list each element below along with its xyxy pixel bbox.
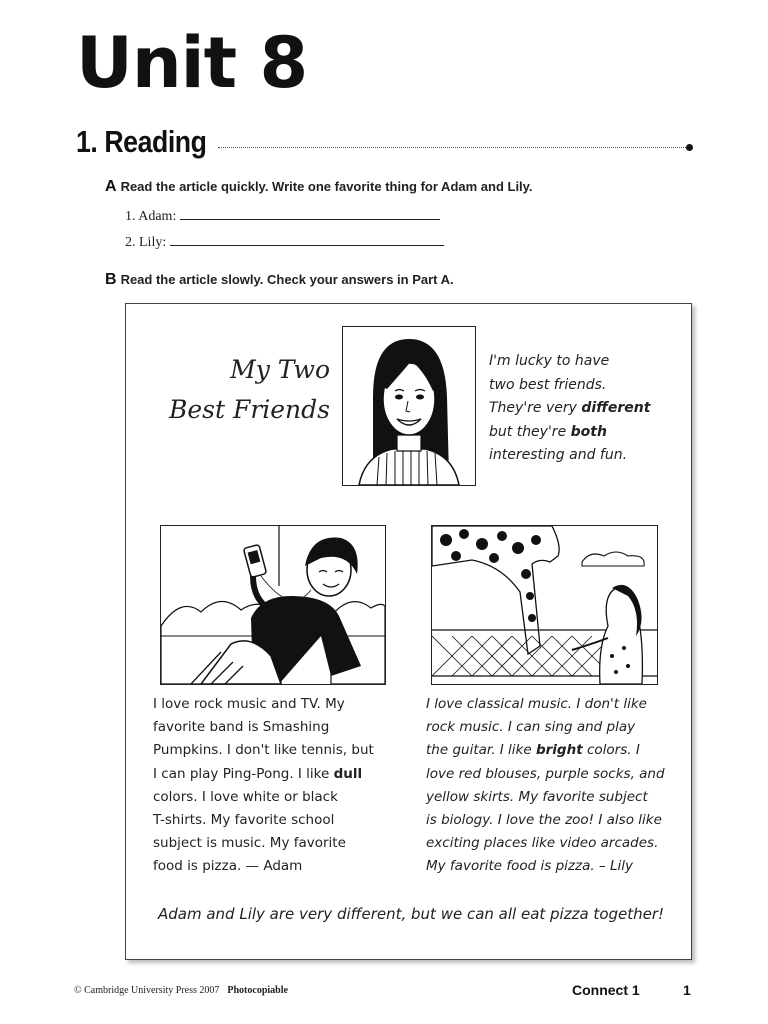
part-b-letter: B (105, 271, 117, 288)
adam-line: subject is music. My favorite (153, 835, 346, 852)
intro-line (489, 421, 689, 445)
intro-line: I'm lucky to have (489, 353, 610, 369)
adam-bold-word: dull (333, 765, 363, 782)
adam-line: food is pizza. — Adam (153, 858, 303, 875)
lily-line: is biology. I love the zoo! I also like (426, 812, 662, 829)
intro-text (489, 350, 689, 468)
footer-page-number: 1 (683, 982, 691, 998)
answer-lily-label: 2. Lily: (125, 235, 167, 250)
adam-illustration (160, 525, 386, 685)
article-title-line-1: My Two (230, 355, 330, 384)
intro-line: interesting and fun. (489, 447, 628, 463)
footer-copyright (74, 985, 288, 996)
part-a-letter: A (105, 178, 117, 195)
answer-lily (125, 233, 444, 251)
intro-bold-word: both (570, 423, 607, 440)
intro-text-run: They're very (489, 400, 582, 416)
article-title (160, 350, 330, 430)
photocopiable-label: Photocopiable (227, 985, 288, 996)
lily-line: My favorite food is pizza. – Lily (426, 858, 634, 875)
lily-line: I love classical music. I don't like (426, 696, 647, 712)
lily-line: rock music. I can sing and play (426, 719, 636, 736)
adam-line: Pumpkins. I don't like tennis, but (153, 742, 374, 759)
answer-adam (125, 207, 440, 225)
intro-text-run: but they're (489, 423, 571, 440)
adam-paragraph (153, 693, 403, 879)
lily-paragraph (426, 693, 676, 879)
part-b-instruction (105, 271, 454, 289)
answer-lily-blank[interactable] (170, 233, 444, 246)
lily-illustration (431, 525, 658, 685)
lily-line (426, 739, 676, 762)
intro-line: two best friends. (489, 376, 607, 393)
adam-text-run: I can play Ping-Pong. I like (153, 765, 334, 782)
section-rule-end-dot (686, 144, 693, 151)
lily-line: love red blouses, purple socks, and (426, 765, 665, 782)
section-title: 1. Reading (76, 124, 207, 159)
part-a-text: Read the article quickly. Write one favorite thing for Adam and Lily. (120, 179, 533, 194)
adam-line (153, 763, 403, 786)
copyright-text: © Cambridge University Press 2007 (74, 985, 220, 996)
closing-sentence: Adam and Lily are very different, but we can all eat pizza together! (158, 905, 665, 923)
lily-line: exciting places like video arcades. (426, 835, 659, 852)
narrator-portrait (342, 326, 476, 486)
adam-line: I love rock music and TV. My (153, 696, 345, 712)
unit-title: Unit 8 (76, 22, 308, 104)
adam-line: T-shirts. My favorite school (153, 812, 335, 829)
article-title-line-2: Best Friends (168, 395, 330, 424)
adam-line: favorite band is Smashing (153, 719, 330, 736)
answer-adam-blank[interactable] (180, 207, 440, 220)
footer-book-title: Connect 1 (572, 982, 640, 998)
intro-line (489, 397, 689, 421)
lily-text-run: the guitar. I like (426, 742, 536, 759)
lily-text-run: colors. I (582, 742, 640, 759)
adam-line: colors. I love white or black (153, 788, 338, 805)
lily-bold-word: bright (535, 742, 583, 759)
intro-bold-word: different (581, 400, 651, 416)
lily-line: yellow skirts. My favorite subject (426, 788, 648, 805)
part-a-instruction (105, 178, 533, 196)
section-dotted-rule (218, 147, 688, 148)
answer-adam-label: 1. Adam: (125, 209, 177, 224)
part-b-text: Read the article slowly. Check your answers in Part A. (120, 272, 454, 287)
